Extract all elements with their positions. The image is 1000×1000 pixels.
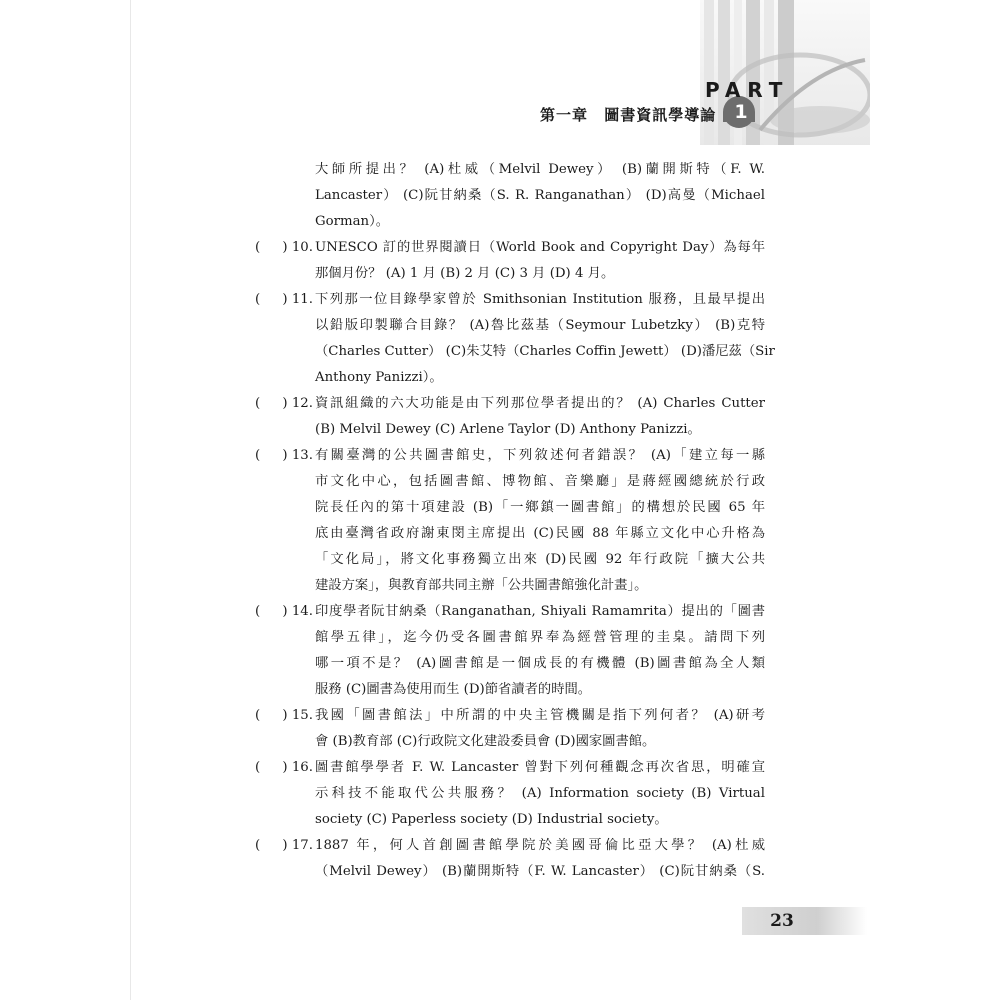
chapter-title: 第一章 圖書資訊學導論 — [540, 106, 717, 124]
question-number: 15. — [291, 708, 313, 723]
question-number: 17. — [291, 838, 313, 853]
answer-blank: ( ) 13. — [255, 443, 315, 469]
part-number: 1 — [734, 101, 748, 123]
text-line: society (C) Paperless society (D) Industrial society。 — [315, 812, 668, 827]
question-continuation — [255, 157, 765, 235]
text-line: 院長任內的第十項建設 (B)「一鄉鎮一圖書館」的構想於民國 65 年 — [315, 500, 765, 515]
part-label: PART — [705, 78, 790, 102]
question-17 — [255, 833, 765, 885]
page-left-edge — [130, 0, 131, 1000]
question-list — [255, 157, 775, 885]
question-12 — [255, 391, 765, 443]
text-line: 以鉛版印製聯合目錄？ (A)魯比茲基（Seymour Lubetzky） (B)克特 — [315, 318, 765, 333]
text-line: 底由臺灣省政府謝東閔主席提出 (C)民國 88 年縣立文化中心升格為 — [315, 526, 765, 541]
text-line: 會 (B)教育部 (C)行政院文化建設委員會 (D)國家圖書館。 — [315, 734, 656, 749]
text-line: （Melvil Dewey） (B)蘭開斯特（F. W. Lancaster） (C)阮甘納桑（S. — [315, 864, 765, 879]
text-line: 印度學者阮甘納桑（Ranganathan, Shiyali Ramamrita）提出的「圖書 — [315, 604, 765, 619]
text-line: 1887 年，何人首創圖書館學院於美國哥倫比亞大學？ (A)杜威 — [315, 838, 765, 853]
answer-blank: ( ) 14. — [255, 599, 315, 625]
part-header-graphic — [690, 0, 870, 145]
question-15 — [255, 703, 765, 755]
text-line: 「文化局」，將文化事務獨立出來 (D)民國 92 年行政院「擴大公共 — [315, 552, 765, 567]
question-16 — [255, 755, 765, 833]
answer-blank: ( ) 10. — [255, 235, 315, 261]
text-line: Anthony Panizzi）。 — [315, 370, 443, 385]
question-number: 14. — [291, 604, 313, 619]
text-line: 哪一項不是？ (A)圖書館是一個成長的有機體 (B)圖書館為全人類 — [315, 656, 765, 671]
text-line: 館學五律」，迄今仍受各圖書館界奉為經營管理的圭臬。請問下列 — [315, 630, 765, 645]
answer-blank: ( ) 12. — [255, 391, 315, 417]
text-line: 圖書館學學者 F. W. Lancaster 曾對下列何種觀念再次省思，明確宣 — [315, 760, 765, 775]
page-number: 23 — [770, 911, 794, 931]
text-line: Gorman）。 — [315, 214, 390, 229]
question-number: 11. — [291, 292, 313, 307]
text-line: (B) Melvil Dewey (C) Arlene Taylor (D) Anthony Panizzi。 — [315, 422, 701, 437]
text-line: Lancaster） (C)阮甘納桑（S. R. Ranganathan） (D)高曼（Michael — [315, 188, 765, 203]
question-11 — [255, 287, 775, 391]
question-13 — [255, 443, 765, 599]
text-line: 有關臺灣的公共圖書館史，下列敘述何者錯誤？ (A)「建立每一縣 — [315, 448, 765, 463]
text-line: 示科技不能取代公共服務？ (A) Information society (B) Virtual — [315, 786, 765, 801]
text-line: 那個月份？ (A) 1 月 (B) 2 月 (C) 3 月 (D) 4 月。 — [315, 266, 615, 281]
question-10 — [255, 235, 765, 287]
text-line: 服務 (C)圖書為使用而生 (D)節省讀者的時間。 — [315, 682, 592, 697]
question-number: 12. — [291, 396, 313, 411]
text-line: 建設方案」，與教育部共同主辦「公共圖書館強化計畫」。 — [315, 578, 648, 593]
answer-blank: ( ) 17. — [255, 833, 315, 859]
text-line: 我國「圖書館法」中所謂的中央主管機關是指下列何者？ (A)研考 — [315, 708, 765, 723]
text-line: 市文化中心，包括圖書館、博物館、音樂廳」是蔣經國總統於行政 — [315, 474, 765, 489]
question-number: 10. — [291, 240, 313, 255]
question-number: 16. — [291, 760, 313, 775]
text-line: UNESCO 訂的世界閱讀日（World Book and Copyright Day）為每年 — [315, 240, 765, 255]
text-line: （Charles Cutter） (C)朱艾特（Charles Coffin Jewett） (D)潘尼茲（Sir — [315, 344, 775, 359]
question-number: 13. — [291, 448, 313, 463]
answer-blank: ( ) 11. — [255, 287, 315, 313]
text-line: 大師所提出？ (A)杜威（Melvil Dewey） (B)蘭開斯特（F. W. — [315, 162, 765, 177]
text-line: 資訊組織的六大功能是由下列那位學者提出的？ (A) Charles Cutter — [315, 396, 765, 411]
answer-blank: ( ) 15. — [255, 703, 315, 729]
answer-blank: ( ) 16. — [255, 755, 315, 781]
question-14 — [255, 599, 765, 703]
text-line: 下列那一位目錄學家曾於 Smithsonian Institution 服務，且最早提出 — [315, 292, 765, 307]
